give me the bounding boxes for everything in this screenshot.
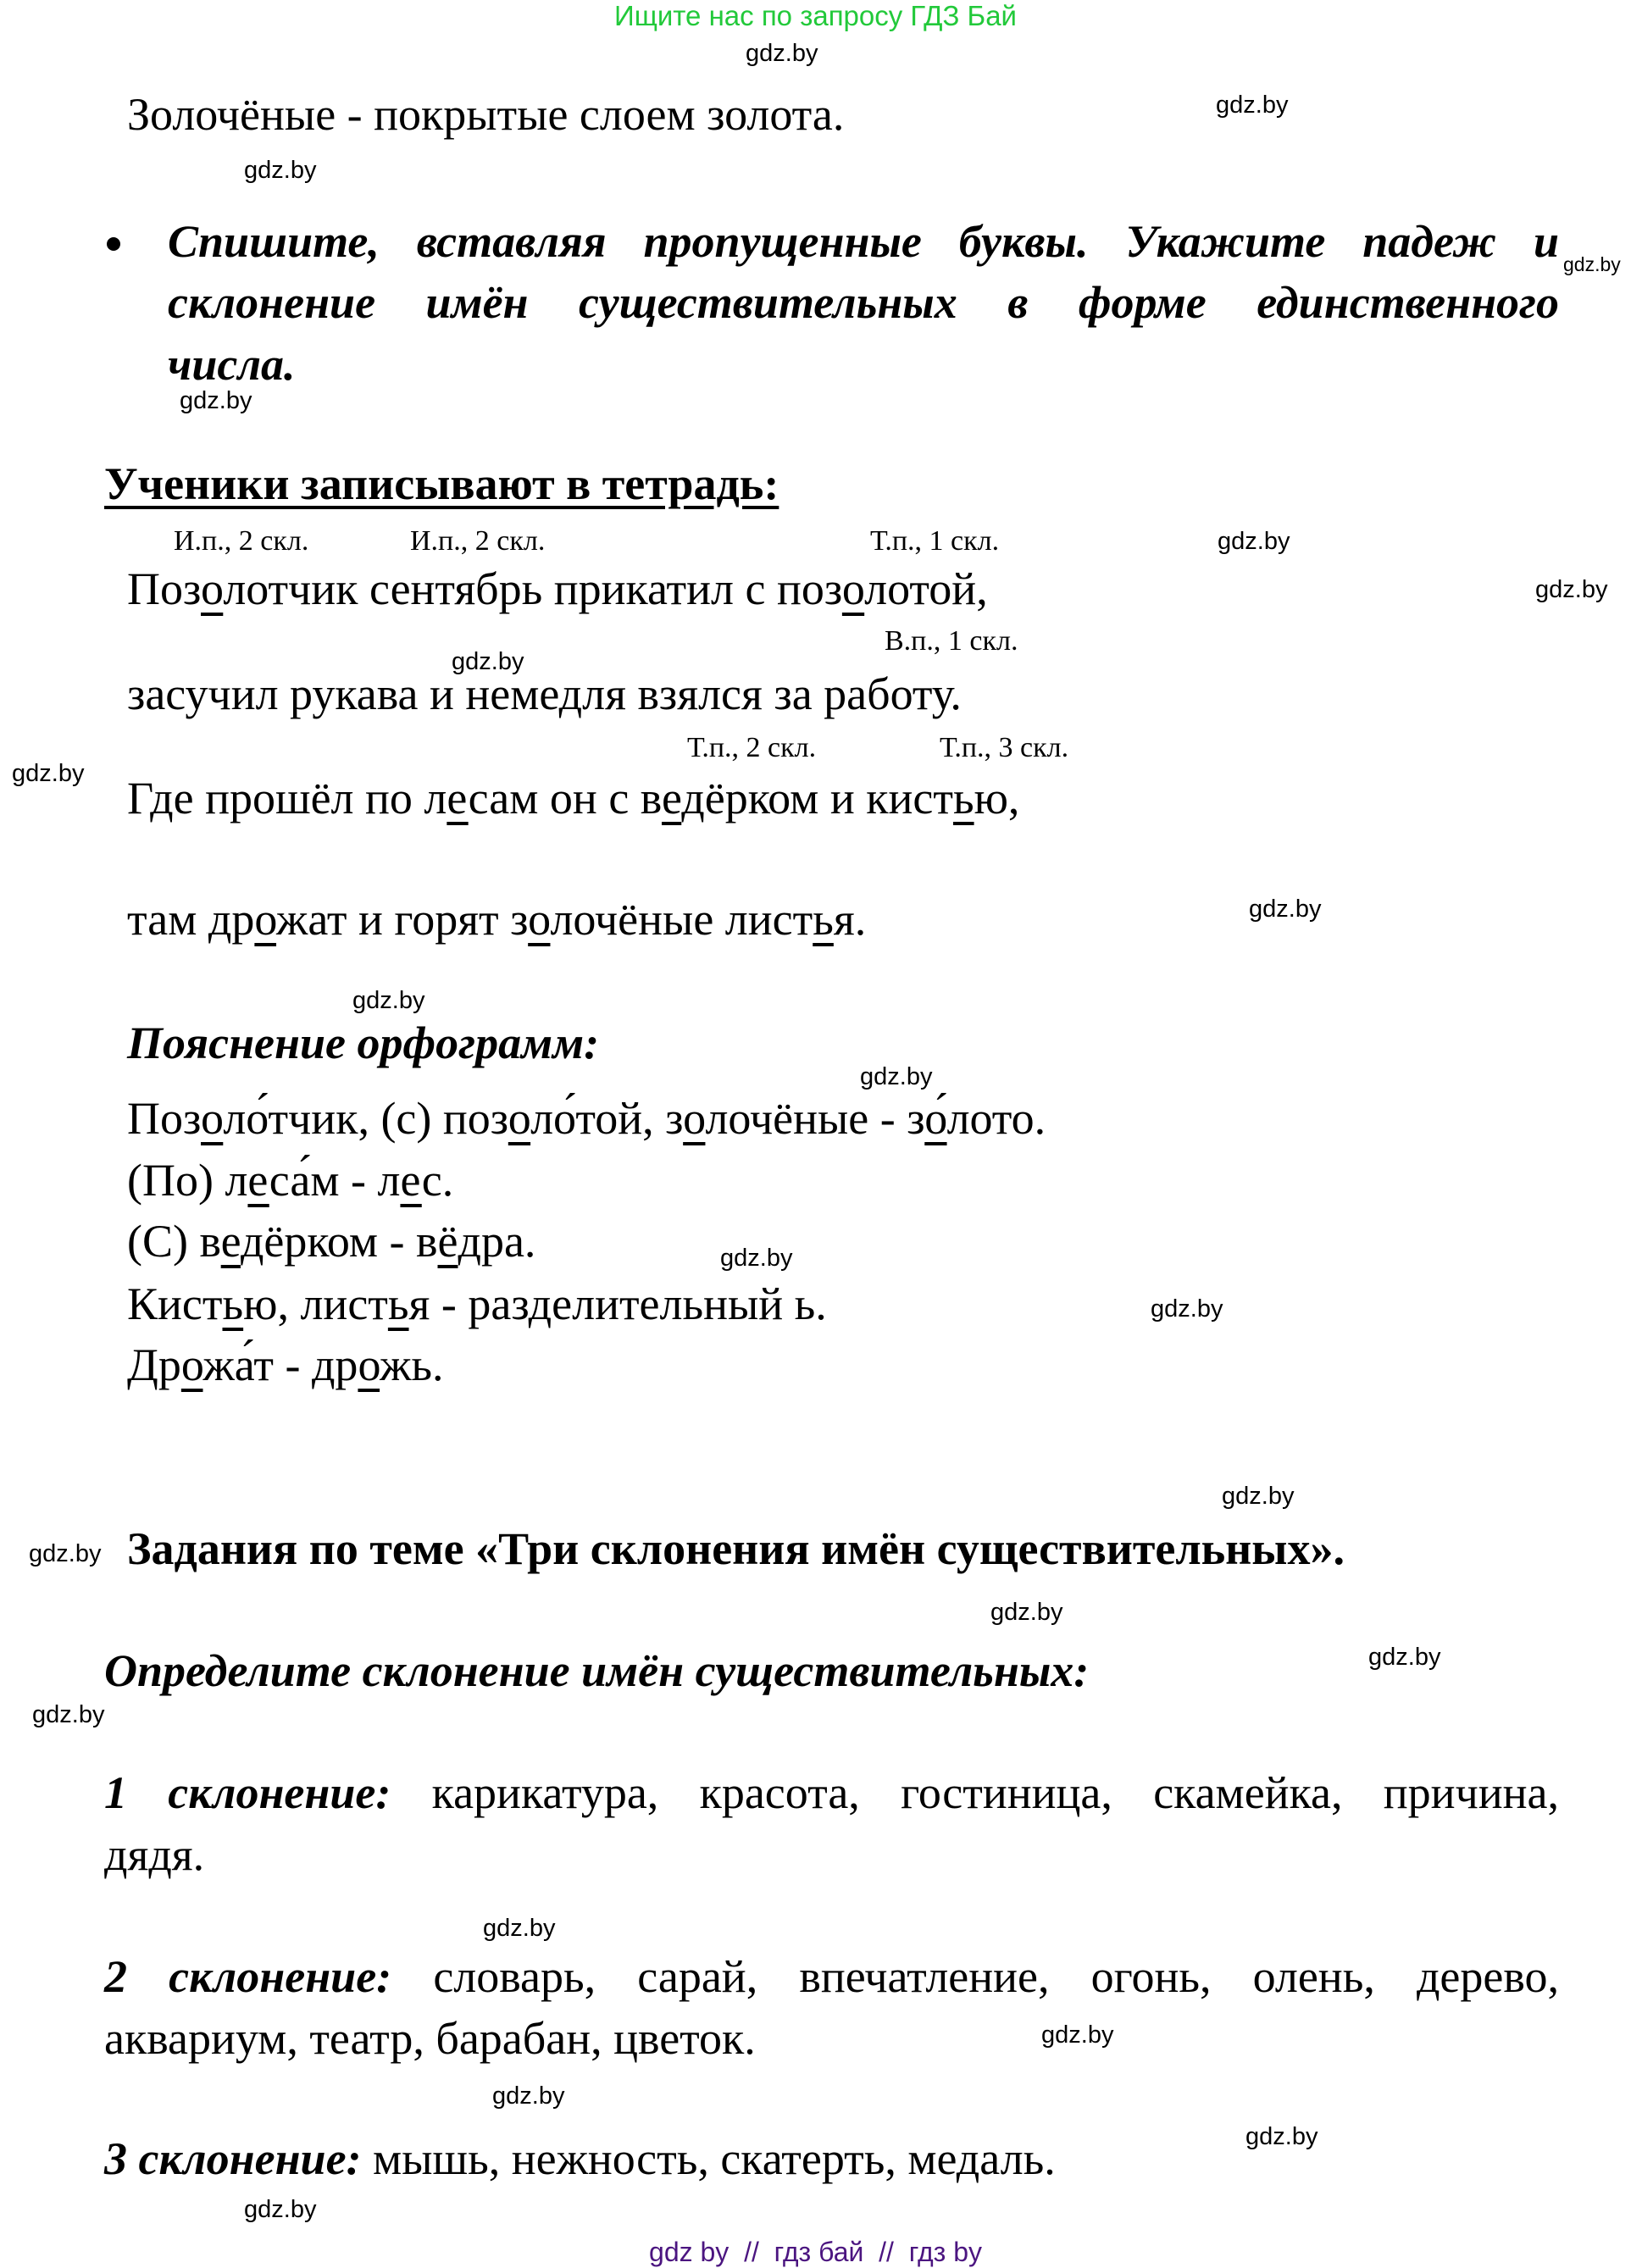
declension-group-2 [104,1951,1559,2002]
text-segment: дра. [458,1216,536,1267]
text-segment: засучил рукава и немедля взялся за работу. [127,668,962,719]
poem-line-2 [127,668,962,719]
watermark: gdz.by [32,1701,105,1728]
text-segment: ло́той, з [530,1093,684,1144]
orthogram-letter: о [180,1339,203,1390]
watermark: gdz.by [452,648,524,675]
text-segment: ло́тчик, (с) поз [223,1093,508,1144]
orthogram-letter: ь [222,1278,244,1329]
orthogram-letter: ё [437,1216,458,1267]
text-segment: я. [833,894,867,945]
watermark: gdz.by [1216,91,1289,119]
footer-links[interactable]: gdz by // гдз бай // гдз by [649,2237,982,2267]
orthogram-letter: о́ [924,1093,947,1144]
text-segment: (По) л [127,1155,248,1206]
text-segment: ю, [974,773,1020,823]
text-segment: я - разделительный ь. [408,1278,827,1329]
text-segment: с. [421,1155,454,1206]
text-segment: са́м - л [269,1155,401,1206]
case-annotation: В.п., 1 скл. [885,625,1018,657]
orthogram-letter: е [661,773,682,823]
case-annotation: И.п., 2 скл. [410,525,546,557]
declension-label: 1 склонение: [104,1767,391,1818]
watermark: gdz.by [1222,1483,1295,1510]
poem-line-3 [127,775,1019,821]
text-segment: жа́т - др [202,1339,358,1390]
watermark: gdz.by [29,1540,102,1567]
case-annotation: И.п., 2 скл. [174,525,309,557]
watermark: gdz.by [244,157,317,184]
poem-line-1 [127,563,988,614]
explanation-line-2 [127,1155,454,1206]
bullet-icon [107,237,120,251]
text-segment: там др [127,894,255,945]
explanation-line-3 [127,1216,536,1267]
explanation-line-4 [127,1278,827,1329]
watermark: gdz.by [1245,2123,1318,2150]
text-segment: Др [127,1339,181,1390]
watermark: gdz.by [1151,1295,1223,1323]
explanation-heading: Пояснение орфограмм: [127,1018,600,1068]
declension-label: 2 склонение: [104,1951,392,2002]
watermark: gdz.by [990,1599,1063,1626]
orthogram-letter: о [254,894,277,945]
declension-group-3 [104,2133,1056,2184]
orthogram-letter: ь [952,773,974,823]
watermark: gdz.by [1563,253,1621,275]
text-segment: сам он с в [468,773,662,823]
notebook-heading: Ученики записывают в тетрадь: [104,458,779,509]
text-segment: дёрком - в [240,1216,438,1267]
text-segment: Кист [127,1278,223,1329]
orthogram-letter: о [508,1093,531,1144]
text-segment: ю, лист [243,1278,388,1329]
watermark: gdz.by [1218,528,1290,555]
orthogram-letter: о [201,1093,224,1144]
watermark: gdz.by [12,760,85,787]
text-segment: лочёные - з [705,1093,925,1144]
watermark: gdz.by [720,1245,793,1272]
watermark: gdz.by [244,2196,317,2223]
orthogram-letter: о [683,1093,706,1144]
orthogram-letter: о [201,563,224,614]
watermark: gdz.by [746,40,818,67]
orthogram-letter: е [447,773,469,823]
poem-line-4 [127,894,867,945]
task-line-3: числа. [168,339,296,390]
orthogram-letter: о [358,1339,380,1390]
watermark: gdz.by [180,387,252,414]
watermark: gdz.by [860,1063,933,1090]
text-segment: жь. [380,1339,444,1390]
explanation-line-1 [127,1093,1046,1144]
text-segment: жат и горят з [276,894,529,945]
case-annotation: Т.п., 2 скл. [687,732,817,763]
instruction-text: Определите склонение имён существительных: [104,1645,1090,1696]
text-segment: дёрком и кист [681,773,953,823]
declension-label: 3 склонение: [104,2133,362,2184]
case-annotation: Т.п., 1 скл. [870,525,1000,557]
orthogram-letter: е [247,1155,269,1206]
case-annotation: Т.п., 3 скл. [940,732,1069,763]
task-line-2: склонение имён существительных в форме единственного [168,277,1559,328]
orthogram-letter: о [528,894,551,945]
watermark: gdz.by [483,1915,556,1942]
text-segment: Поз [127,563,202,614]
orthogram-letter: е [220,1216,241,1267]
section-heading: Задания по теме «Три склонения имён существительных». [127,1523,1345,1574]
text-segment: лочёные лист [550,894,813,945]
text-segment: лотой, [864,563,988,614]
declension-group-1-cont: дядя. [104,1829,205,1880]
orthogram-letter: о [841,563,865,614]
watermark: gdz.by [1249,896,1322,923]
orthogram-letter: ь [387,1278,409,1329]
watermark: gdz.by [1368,1644,1441,1671]
orthogram-letter: ь [813,894,834,945]
watermark: gdz.by [1535,576,1608,603]
declension-words: карикатура, красота, гостиница, скамейка, причина, [431,1767,1559,1818]
text-segment: лото. [946,1093,1046,1144]
text-segment: Где прошёл по л [127,773,447,823]
watermark: gdz.by [352,987,425,1014]
task-line-1: Спишите, вставляя пропущенные буквы. Укажите падеж и [168,216,1559,267]
text-segment: Поз [127,1093,202,1144]
orthogram-letter: е [400,1155,422,1206]
definition-text: Золочёные - покрытые слоем золота. [127,89,845,140]
declension-words: мышь, нежность, скатерть, медаль. [373,2133,1056,2184]
watermark: gdz.by [492,2082,565,2110]
declension-group-1 [104,1767,1559,1818]
declension-group-2-cont: аквариум, театр, барабан, цветок. [104,2013,756,2064]
explanation-line-5 [127,1339,444,1390]
text-segment: лотчик сентябрь прикатил с поз [223,563,842,614]
watermark: gdz.by [1041,2021,1114,2049]
text-segment: (С) в [127,1216,221,1267]
promo-banner[interactable]: Ищите нас по запросу ГДЗ Бай [614,0,1017,31]
declension-words: словарь, сарай, впечатление, огонь, олень, дерево, [433,1951,1559,2002]
